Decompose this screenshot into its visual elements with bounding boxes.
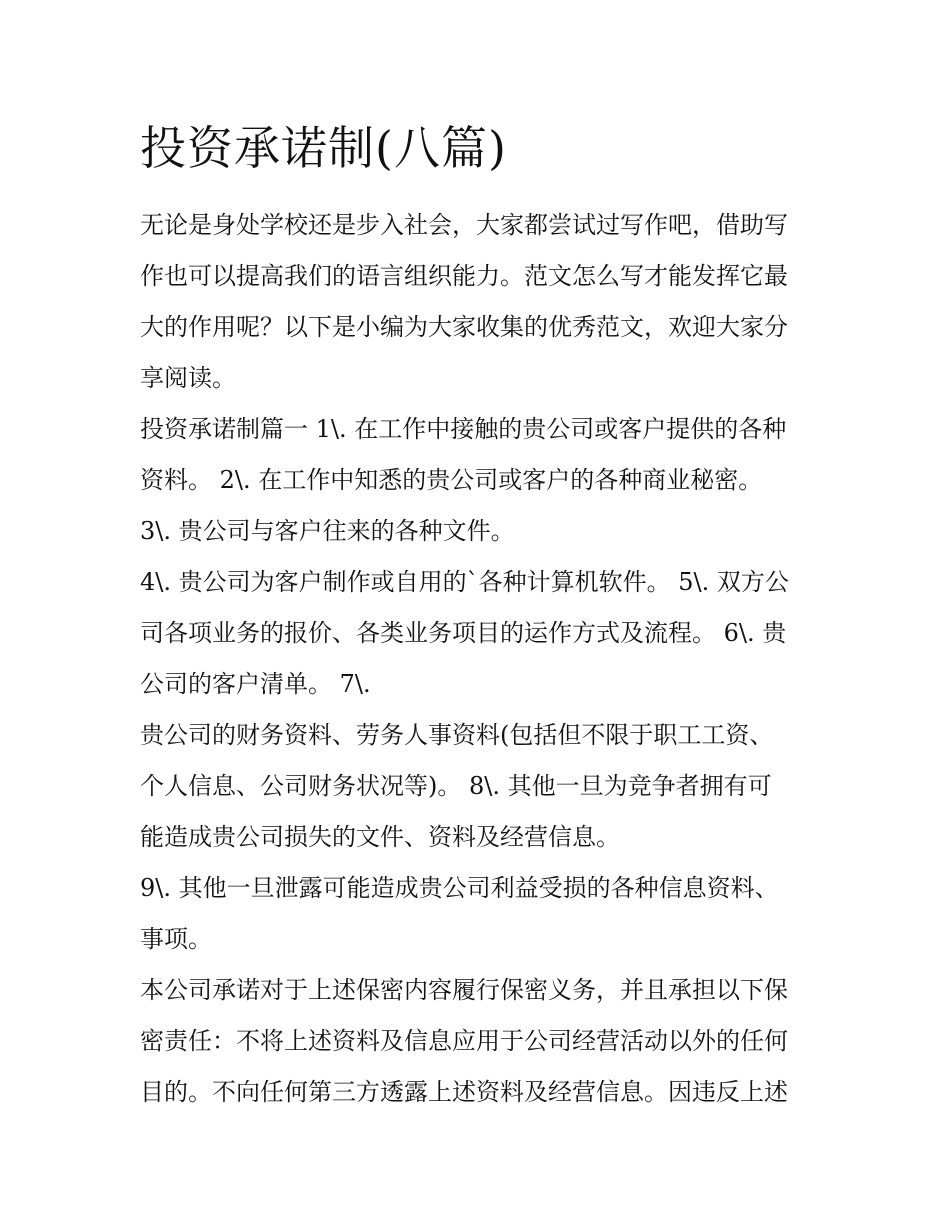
- body-line: 投资承诺制篇一 1\. 在工作中接触的贵公司或客户提供的各种: [140, 415, 787, 443]
- body-line: 个人信息、公司财务状况等)。 8\. 其他一旦为竞争者拥有可: [140, 772, 772, 800]
- document-body: [140, 200, 820, 1118]
- body-line: 司各项业务的报价、各类业务项目的运作方式及流程。 6\. 贵: [140, 619, 787, 647]
- body-line: 3\. 贵公司与客户往来的各种文件。: [140, 517, 515, 545]
- body-line: 4\. 贵公司为客户制作或自用的`各种计算机软件。 5\. 双方公: [140, 568, 789, 596]
- body-line: 能造成贵公司损失的文件、资料及经营信息。: [140, 823, 620, 851]
- body-line: 事项。: [140, 925, 212, 953]
- body-line: 贵公司的财务资料、劳务人事资料(包括但不限于职工工资、: [140, 721, 774, 749]
- body-line: 享阅读。: [140, 364, 236, 392]
- body-line: 目的。不向任何第三方透露上述资料及经营信息。因违反上述: [140, 1078, 788, 1106]
- page-title: 投资承诺制(八篇): [140, 121, 507, 175]
- body-line: 公司的客户清单。 7\.: [140, 670, 371, 698]
- body-line: 密责任：不将上述资料及信息应用于公司经营活动以外的任何: [140, 1027, 788, 1055]
- body-line: 资料。 2\. 在工作中知悉的贵公司或客户的各种商业秘密。: [140, 466, 763, 494]
- body-line: 本公司承诺对于上述保密内容履行保密义务，并且承担以下保: [140, 976, 788, 1004]
- body-line: 大的作用呢？以下是小编为大家收集的优秀范文，欢迎大家分: [140, 313, 788, 341]
- body-line: 无论是身处学校还是步入社会，大家都尝试过写作吧，借助写: [140, 211, 788, 239]
- body-line: 作也可以提高我们的语言组织能力。范文怎么写才能发挥它最: [140, 262, 788, 290]
- body-line: 9\. 其他一旦泄露可能造成贵公司利益受损的各种信息资料、: [140, 874, 779, 902]
